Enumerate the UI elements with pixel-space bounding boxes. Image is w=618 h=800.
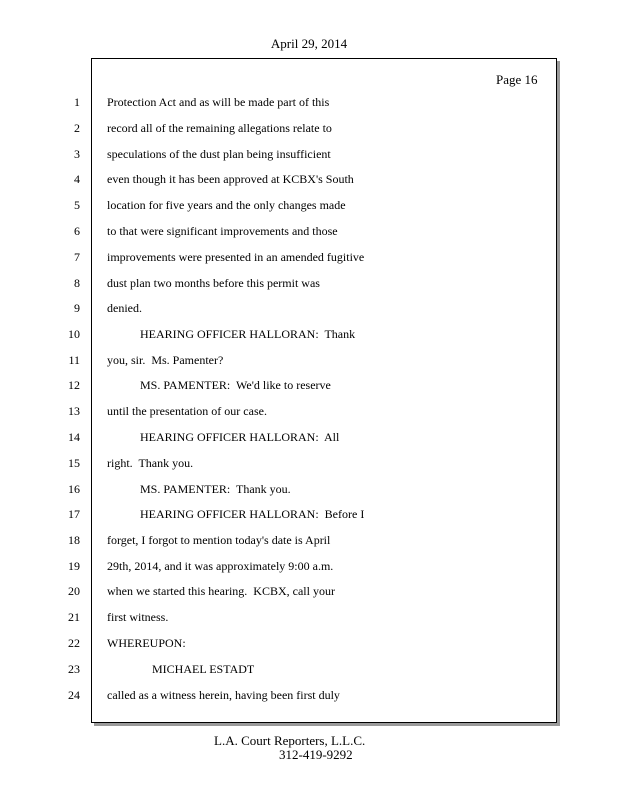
line-number: 6 [74, 224, 80, 238]
line-text: when we started this hearing. KCBX, call your [107, 584, 335, 598]
line-text: MICHAEL ESTADT [107, 662, 255, 676]
line-number: 11 [68, 353, 80, 367]
line-text: improvements were presented in an amended fugitive [107, 250, 365, 264]
line-text: speculations of the dust plan being insufficient [107, 147, 331, 161]
transcript-line [0, 454, 618, 476]
header-date: April 29, 2014 [270, 36, 348, 51]
transcript-line [0, 608, 618, 630]
line-text: MS. PAMENTER: We'd like to reserve [107, 378, 331, 392]
line-number: 9 [74, 301, 80, 315]
line-number: 5 [74, 198, 80, 212]
line-text: record all of the remaining allegations relate to [107, 121, 332, 135]
transcript-line [0, 531, 618, 553]
transcript-line [0, 402, 618, 424]
transcript-line [0, 196, 618, 218]
line-number: 24 [68, 688, 80, 702]
line-number: 14 [68, 430, 80, 444]
line-text: HEARING OFFICER HALLORAN: Thank [107, 327, 356, 341]
line-number: 19 [68, 559, 80, 573]
transcript-line [0, 505, 618, 527]
footer-company: L.A. Court Reporters, L.L.C. [214, 733, 366, 748]
line-text: you, sir. Ms. Pamenter? [107, 353, 224, 367]
line-text: WHEREUPON: [107, 636, 186, 650]
transcript-line [0, 325, 618, 347]
transcript-line [0, 119, 618, 141]
line-number: 16 [68, 482, 80, 496]
transcript-line [0, 145, 618, 167]
line-number: 18 [68, 533, 80, 547]
line-number: 22 [68, 636, 80, 650]
transcript-line [0, 557, 618, 579]
line-number: 17 [68, 507, 80, 521]
line-text: until the presentation of our case. [107, 404, 267, 418]
transcript-line [0, 299, 618, 321]
line-number: 2 [74, 121, 80, 135]
line-text: right. Thank you. [107, 456, 194, 470]
transcript-line [0, 170, 618, 192]
line-number: 3 [74, 147, 80, 161]
transcript-line [0, 686, 618, 708]
line-text: first witness. [107, 610, 169, 624]
page-number: Page 16 [496, 72, 538, 87]
line-text: even though it has been approved at KCBX's South [107, 172, 354, 186]
line-number: 10 [68, 327, 80, 341]
transcript-line [0, 582, 618, 604]
line-number: 7 [74, 250, 80, 264]
line-number: 23 [68, 662, 80, 676]
line-number: 21 [68, 610, 80, 624]
line-text: HEARING OFFICER HALLORAN: All [107, 430, 340, 444]
line-text: to that were significant improvements and those [107, 224, 338, 238]
line-text: forget, I forgot to mention today's date is April [107, 533, 331, 547]
transcript-line [0, 248, 618, 270]
transcript-line [0, 351, 618, 373]
transcript-line [0, 93, 618, 115]
transcript-line [0, 634, 618, 656]
line-number: 4 [74, 172, 80, 186]
line-text: location for five years and the only changes made [107, 198, 346, 212]
line-text: 29th, 2014, and it was approximately 9:00 a.m. [107, 559, 334, 573]
transcript-line [0, 660, 618, 682]
line-number: 13 [68, 404, 80, 418]
transcript-line [0, 480, 618, 502]
line-text: called as a witness herein, having been first duly [107, 688, 340, 702]
line-text: dust plan two months before this permit was [107, 276, 320, 290]
line-number: 1 [74, 95, 80, 109]
line-text: MS. PAMENTER: Thank you. [107, 482, 291, 496]
line-number: 12 [68, 378, 80, 392]
line-text: HEARING OFFICER HALLORAN: Before I [107, 507, 365, 521]
transcript-line [0, 222, 618, 244]
line-text: denied. [107, 301, 142, 315]
transcript-line [0, 274, 618, 296]
transcript-line [0, 428, 618, 450]
line-number: 15 [68, 456, 80, 470]
line-number: 20 [68, 584, 80, 598]
transcript-line [0, 376, 618, 398]
line-text: Protection Act and as will be made part of this [107, 95, 330, 109]
line-number: 8 [74, 276, 80, 290]
footer-phone: 312-419-9292 [279, 747, 353, 762]
